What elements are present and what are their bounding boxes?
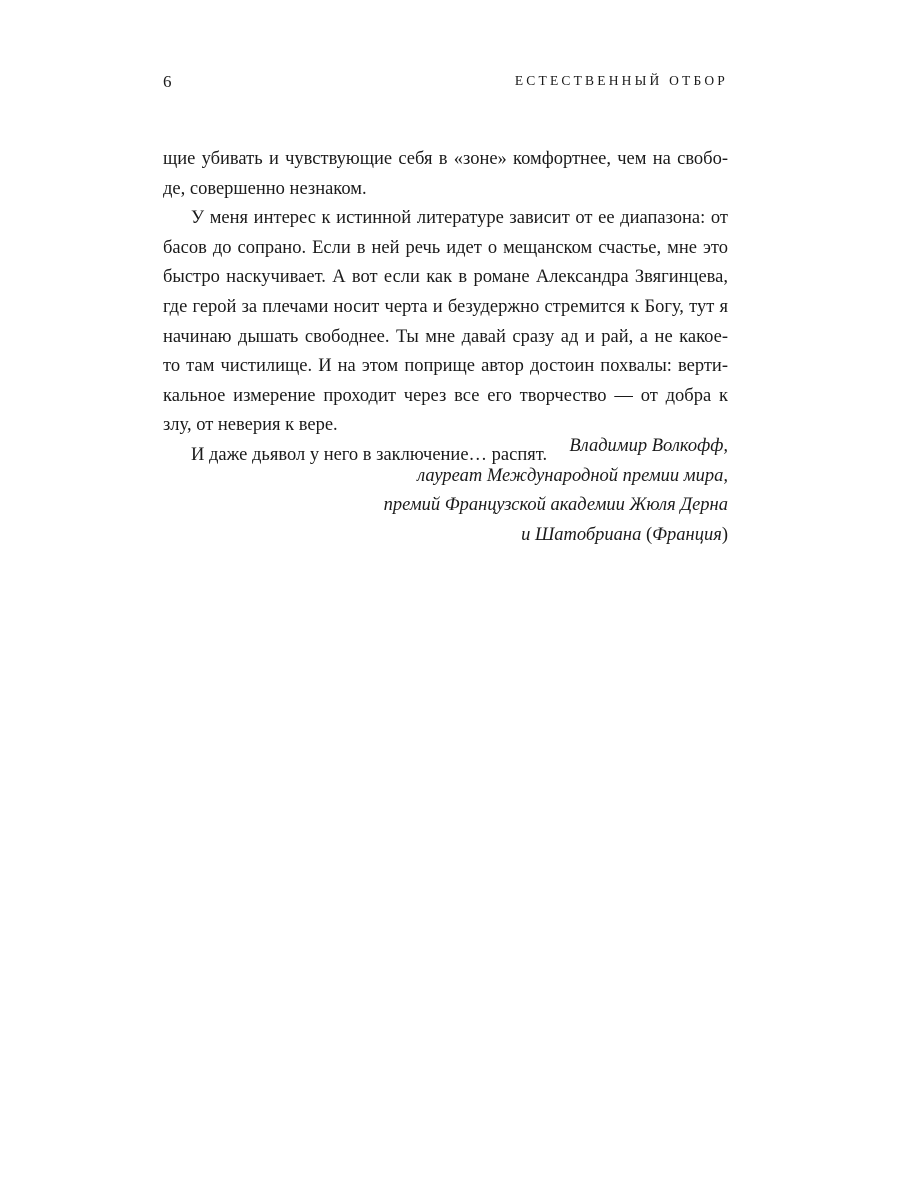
paren-close: ) xyxy=(721,524,728,545)
text-line: басов до сопрано. Если в ней речь идет о мещанском счастье, мне это xyxy=(163,237,728,258)
text-line: де, совершенно незнаком. xyxy=(163,178,367,199)
running-head xyxy=(163,70,728,100)
text-line: злу, от неверия к вере. xyxy=(163,415,338,436)
text-line: где герой за плечами носит черта и безудержно стремится к Богу, тут я xyxy=(163,296,728,317)
text-line: кальное измерение проходит через все его творчество — от добра к xyxy=(163,385,728,406)
text-line: И даже дьявол у него в заключение… распят. xyxy=(191,444,548,465)
text-line: начинаю дышать свободнее. Ты мне давай сразу ад и рай, а не какое- xyxy=(163,326,728,347)
text-line: то там чистилище. И на этом поприще автор достоин похвалы: верти- xyxy=(163,356,728,377)
text-line: быстро наскучивает. А вот если как в романе Александра Звягинцева, xyxy=(163,267,728,288)
signature-credential-text: и Шатобриана xyxy=(521,524,646,545)
page-number: 6 xyxy=(163,72,172,91)
signature-credential-line: лауреат Международной премии мира, xyxy=(417,465,728,486)
paren-open: ( xyxy=(646,524,653,545)
signature-country: Франция xyxy=(652,524,722,545)
text-line: щие убивать и чувствующие себя в «зоне» комфортнее, чем на свобо- xyxy=(163,149,728,169)
signature-author-name: Владимир Волкофф, xyxy=(569,436,728,456)
signature-block xyxy=(163,432,728,550)
text-line: У меня интерес к истинной литературе зависит от ее диапазона: от xyxy=(191,208,728,229)
running-title: ЕСТЕСТВЕННЫЙ ОТБОР xyxy=(514,73,728,88)
signature-credential-line xyxy=(163,521,728,551)
signature-credential-line: премий Французской академии Жюля Дерна xyxy=(383,495,728,516)
body-text xyxy=(163,145,728,471)
